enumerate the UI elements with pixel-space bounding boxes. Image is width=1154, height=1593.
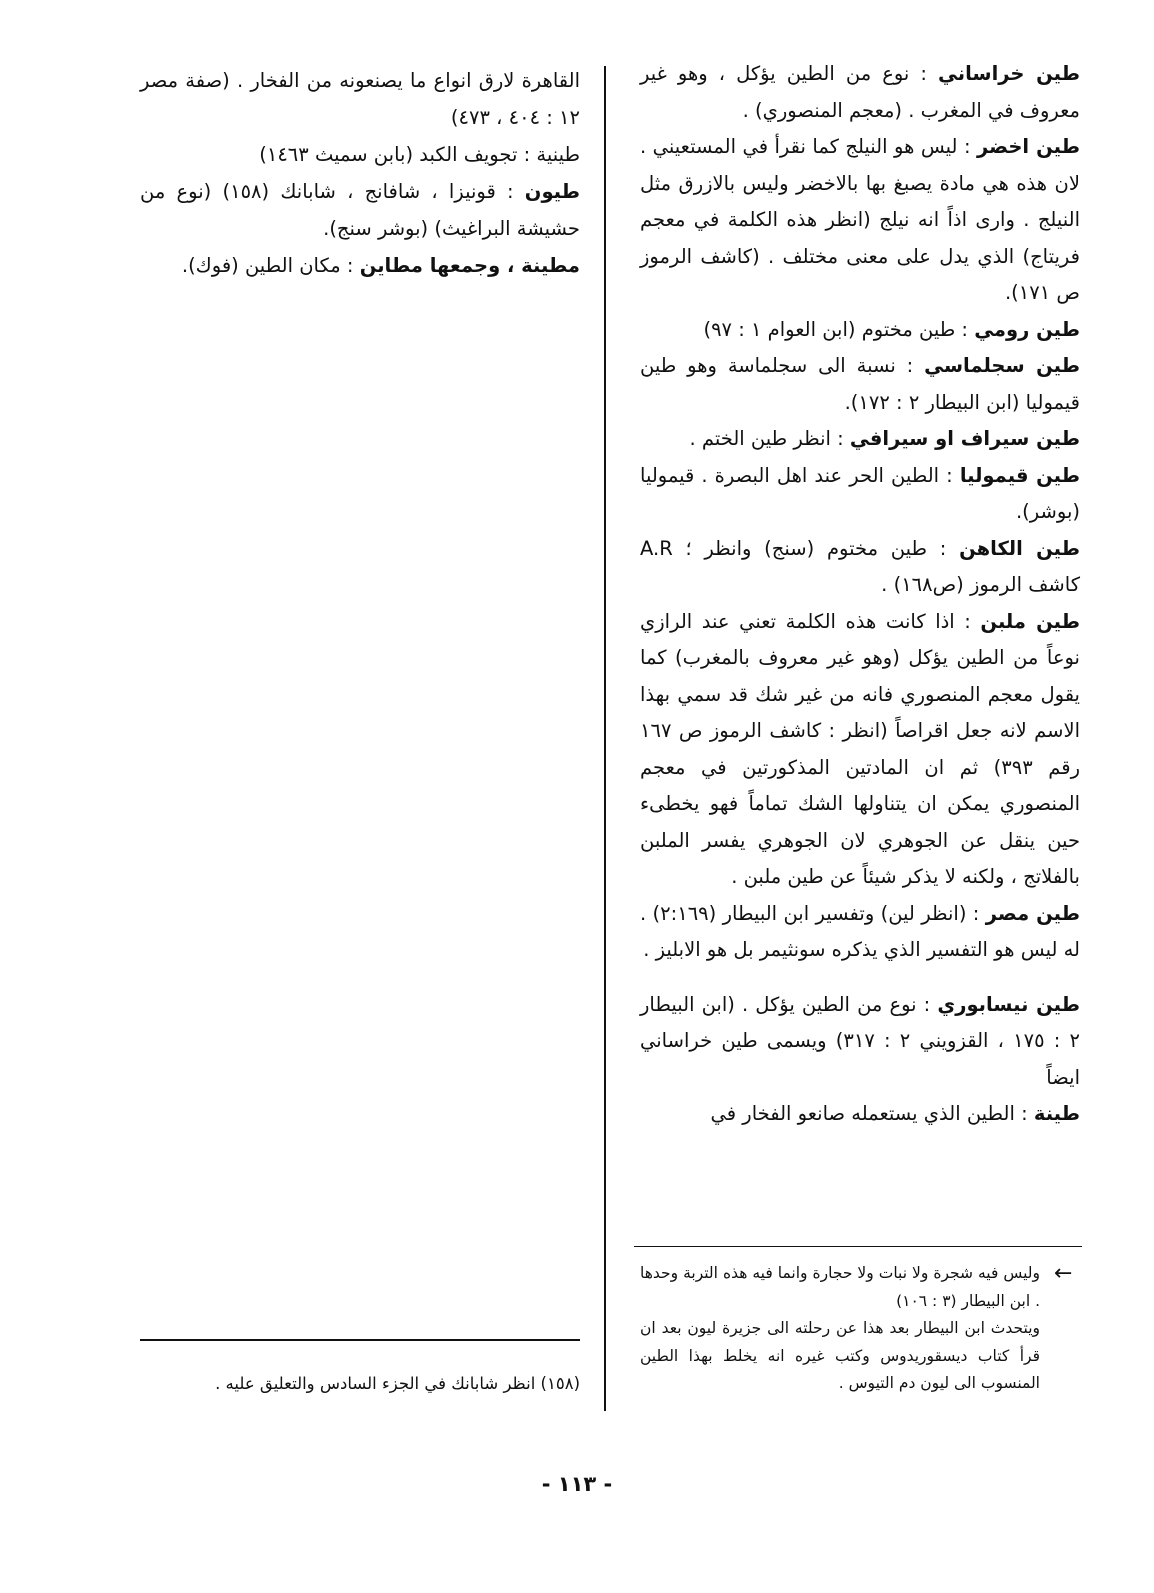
- headword: طين الكاهن: [959, 536, 1081, 560]
- headword: طين سجلماسي: [924, 354, 1080, 377]
- footnote-rule-right: [634, 1246, 1082, 1247]
- headword: طين نيسابوري: [937, 992, 1080, 1016]
- entry-tina: [640, 1096, 1080, 1133]
- definition: : مكان الطين (فوك).: [181, 254, 360, 277]
- headword: طين ملبن: [980, 609, 1080, 633]
- definition: طينية : تجويف الكبد (بابن سميث ١٤٦٣): [259, 143, 580, 166]
- definition: : طين مختوم (ابن العوام ١ : ٩٧): [703, 317, 975, 341]
- headword: طين سيراف او سيرافي: [849, 427, 1080, 450]
- headword: طين مصر: [985, 901, 1080, 925]
- column-divider: [604, 66, 606, 1411]
- arrow-left-icon: ←: [1054, 1261, 1073, 1286]
- definition: : قونيزا ، شافانج ، شابانك (١٥٨) (نوع من حشيشة البراغيث) (بوشر سنج).: [140, 180, 580, 240]
- entry-tin-rumi: [640, 312, 1080, 349]
- right-column: [640, 56, 1080, 1133]
- definition: : اذا كانت هذه الكلمة تعني عند الرازي نوعاً من الطين يؤكل (وهو غير معروف بالمغرب) كما يقول معجم المنصوري فانه من غير شك قد سمي بهذا الاسم لانه جعل اقراصاً (انظر : كاشف الرموز ص ١٦٧ رقم ٣٩٣) ثم ان المادتين المذكورتين في معجم المنصوري يمكن ان يتناولها الشك تماماً فهو يخطىء حين ينقل عن الجوهري لان الجوهري يفسر الملبن بالفلاتج ، ولكنه لا يذكر شيئاً عن طين ملبن .: [640, 609, 1080, 888]
- definition: : ليس هو النيلج كما نقرأ في المستعيني . لان هذه هي مادة يصبغ بها بالاخضر وليس بالازرق مثل النيلج . وارى اذاً انه نيلج (انظر هذه الكلمة في معجم فريتاج) الذي يدل على معنى مختلف . (كاشف الرموز ص ١٧١).: [640, 135, 1080, 304]
- definition: : نوع من الطين يؤكل ، وهو غير معروف في المغرب . (معجم المنصوري) .: [640, 62, 1080, 122]
- headword: طينة: [1033, 1102, 1080, 1125]
- definition: : الطين الذي يستعمله صانعو الفخار في: [710, 1102, 1034, 1125]
- footnote-line: وليس فيه شجرة ولا نبات ولا حجارة وانما فيه هذه التربة وحدها . ابن البيطار (٣ : ١٠٦): [640, 1264, 1040, 1310]
- entry-tin-nisaburi: [640, 987, 1080, 1097]
- definition: : طين مختوم (سنج) وانظر ؛ A.R كاشف الرموز (ص١٦٨) .: [640, 536, 1080, 596]
- definition: : الطين الحر عند اهل البصرة . قيموليا (بوشر).: [640, 463, 1080, 523]
- entry-tin-mulabban: [640, 604, 1080, 896]
- headword: طين خراساني: [938, 62, 1080, 85]
- page-number: - ١١٣ -: [541, 1472, 613, 1496]
- headword: طين رومي: [974, 317, 1080, 341]
- entry-continuation: [140, 62, 580, 136]
- entry-tin-sijilmasi: [640, 348, 1080, 421]
- footnote-rule-left: [140, 1339, 580, 1341]
- entry-tayyun: [140, 173, 580, 247]
- entry-tiniya: [140, 136, 580, 173]
- entry-tin-misr: [640, 896, 1080, 969]
- entry-tin-kahin: [640, 531, 1080, 604]
- headword: طين اخضر: [977, 135, 1081, 158]
- paragraph-gap: [640, 969, 1080, 987]
- entry-tin-siraf: [640, 421, 1080, 458]
- entry-tin-qimuliya: [640, 458, 1080, 531]
- entry-tin-khurasani: [640, 56, 1080, 129]
- headword: مطينة ، وجمعها مطاين: [359, 254, 580, 277]
- entry-matyana: [140, 247, 580, 284]
- headword: طيون: [524, 180, 580, 203]
- footnote-158: (١٥٨) انظر شابانك في الجزء السادس والتعليق عليه .: [215, 1374, 580, 1393]
- definition: : نوع من الطين يؤكل . (ابن البيطار ٢ : ١٧٥ ، القزويني ٢ : ٣١٧) ويسمى طين خراساني ايضاً: [640, 992, 1081, 1089]
- definition: : نسبة الى سجلماسة وهو طين قيموليا (ابن البيطار ٢ : ١٧٢).: [640, 354, 1080, 414]
- headword: طين قيموليا: [959, 463, 1080, 487]
- definition: : (انظر لين) وتفسير ابن البيطار (٢:١٦٩) . له ليس هو التفسير الذي يذكره سونثيمر بل هو الابليز .: [640, 901, 1080, 961]
- footnote-line: ويتحدث ابن البيطار بعد هذا عن رحلته الى جزيرة ليون بعد ان قرأ كتاب ديسقوريدوس وكتب غيره انه يخلط بهذا الطين المنسوب الى ليون دم التيوس .: [640, 1319, 1040, 1392]
- left-column: [140, 62, 580, 284]
- footnote-right: [640, 1260, 1040, 1398]
- entry-tin-akhdar: [640, 129, 1080, 312]
- definition: القاهرة لارق انواع ما يصنعونه من الفخار . (صفة مصر ١٢ : ٤٠٤ ، ٤٧٣): [140, 69, 580, 129]
- definition: : انظر طين الختم .: [689, 427, 850, 450]
